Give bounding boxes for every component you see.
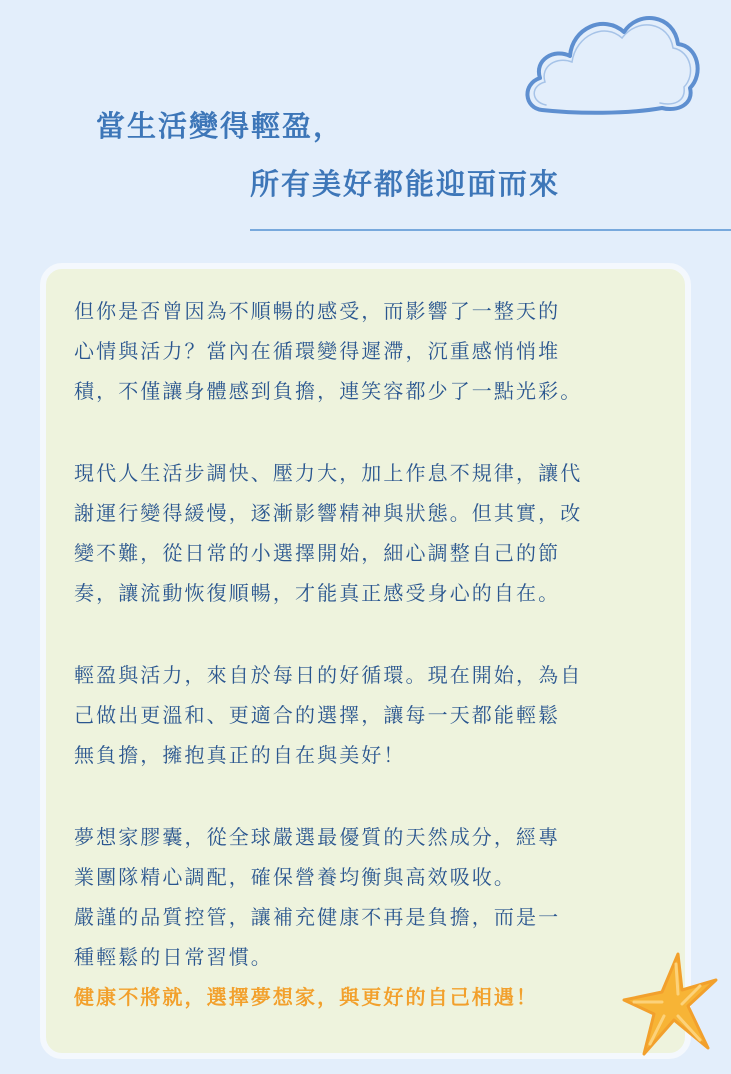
content-card [40,263,691,1059]
heading-line-1: 當生活變得輕盈， [96,109,345,143]
paragraph-1: 但你是否曾因為不順暢的感受，而影響了一整天的 心情與活力？當內在循環變得遲滯，沉重感悄悄堆 積，不僅讓身體感到負擔，連笑容都少了一點光彩。 [74,299,583,403]
heading-divider [250,229,731,231]
heading-line-2: 所有美好都能迎面而來 [250,167,561,201]
paragraph-2: 現代人生活步調快、壓力大，加上作息不規律，讓代 謝運行變得緩慢，逐漸影響精神與狀態。但其實，改 變不難，從日常的小選擇開始，細心調整自己的節 奏，讓流動恢復順暢，才能真正感受身心的自在。 [74,461,583,605]
paragraph-4: 夢想家膠囊，從全球嚴選最優質的天然成分，經專 業團隊精心調配，確保營養均衡與高效吸收。 嚴謹的品質控管，讓補充健康不再是負擔，而是一 種輕鬆的日常習慣。 [74,825,561,969]
cloud-icon [518,4,704,122]
closing-slogan: 健康不將就，選擇夢想家，與更好的自己相遇！ [74,985,539,1009]
paragraph-3: 輕盈與活力，來自於每日的好循環。現在開始，為自 己做出更溫和、更適合的選擇，讓每一天都能輕鬆 無負擔，擁抱真正的自在與美好！ [74,663,583,767]
starfish-icon [620,950,720,1058]
